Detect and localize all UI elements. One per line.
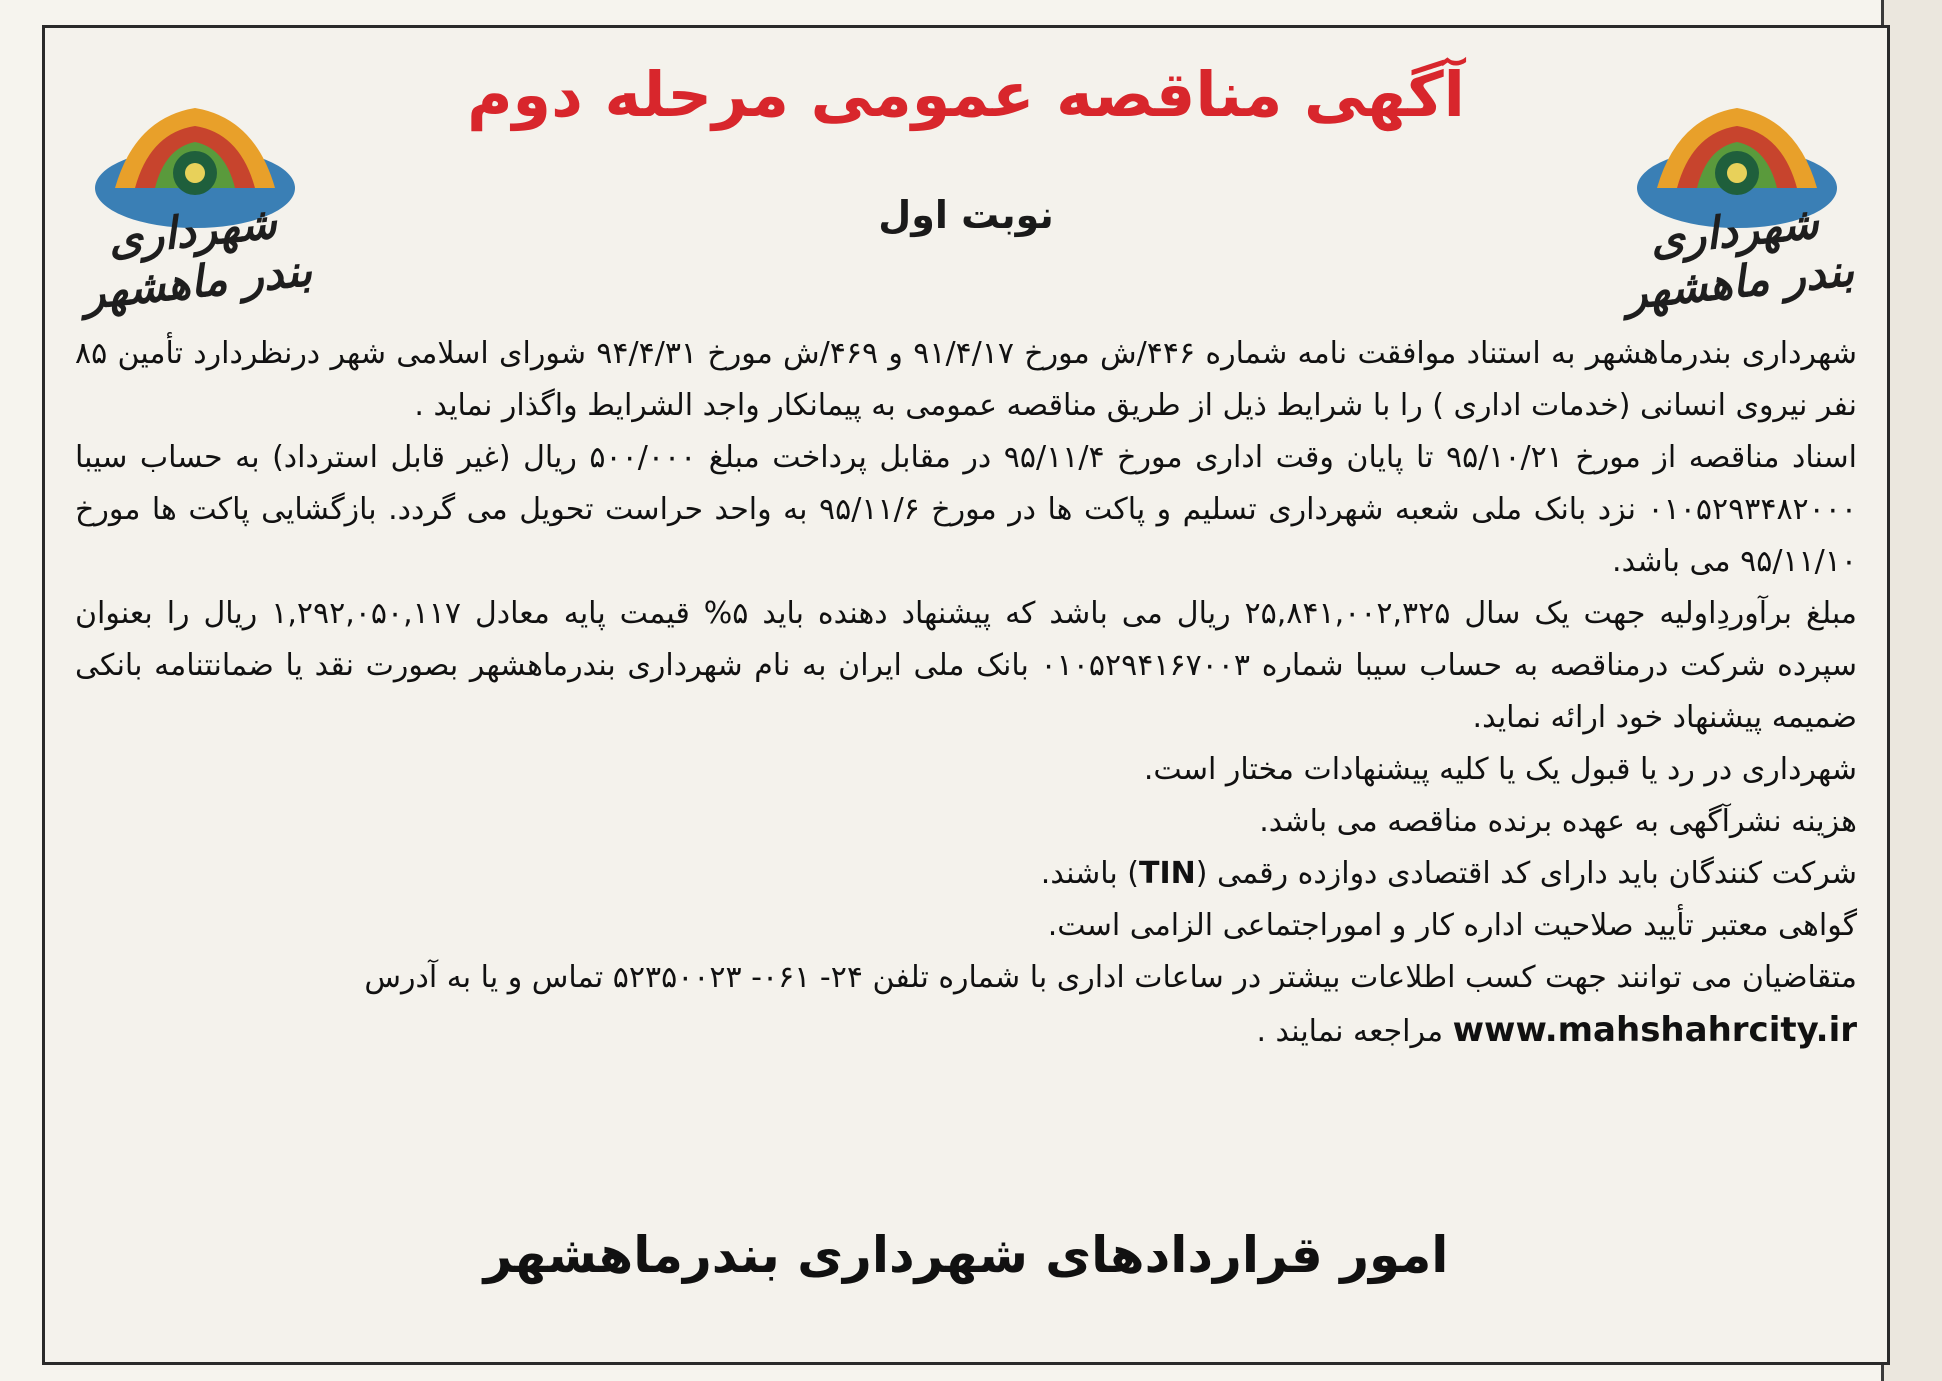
website-link[interactable]: www.mahshahrcity.ir: [1452, 1010, 1857, 1050]
paragraph-cost: هزینه نشرآگهی به عهده برنده مناقصه می باشد.: [1259, 804, 1857, 839]
notice-title: آگهی مناقصه عمومی مرحله دوم: [467, 58, 1465, 131]
adjacent-column-strip: [1881, 0, 1942, 1381]
contact-text: متقاضیان می توانند جهت کسب اطلاعات بیشتر در ساعات اداری با شماره تلفن ۲۴- ۰۶۱- ۵۲۳۵۰۰۲۳ تماس و یا به آدرس: [364, 960, 1857, 995]
notice-subtitle: نوبت اول: [878, 193, 1054, 237]
tin-code: TIN: [1138, 856, 1196, 891]
logo-caption: شهرداری بندر ماهشهر: [1623, 197, 1857, 320]
paragraph-documents: اسناد مناقصه از مورخ ۹۵/۱۰/۲۱ تا پایان وقت اداری مورخ ۹۵/۱۱/۴ در مقابل پرداخت مبلغ ۵۰۰/۰۰۰ ریال (غیر قابل استرداد) به حساب سیبا ۰۱۰۵۲۹۳۴۸۲۰۰۰ نزد بانک ملی شعبه شهرداری تسلیم و پاکت ها در مورخ ۹۵/۱۱/۶ به واحد حراست تحویل می گردد. بازگشایی پاکت ها مورخ ۹۵/۱۱/۱۰ می باشد.: [75, 440, 1858, 579]
paragraph-estimate: مبلغ برآوردِاولیه جهت یک سال ۲۵,۸۴۱,۰۰۲,۳۲۵ ریال می باشد که پیشنهاد دهنده باید ۵% قیمت پایه معادل ۱,۲۹۲,۰۵۰,۱۱۷ ریال را بعنوان سپرده شرکت درمناقصه به حساب سیبا شماره ۰۱۰۵۲۹۴۱۶۷۰۰۳ بانک ملی ایران به نام شهرداری بندرماهشهر بصورت نقد یا ضمانتنامه بانکی ضمیمه پیشنهاد خود ارائه نماید.: [75, 596, 1857, 735]
tender-notice-box: [42, 25, 1890, 1365]
paragraph-tin: [75, 848, 1857, 900]
logo-caption: شهرداری بندر ماهشهر: [81, 197, 315, 320]
paragraph-contact: [75, 952, 1857, 1058]
tin-text-after: ) باشند.: [1040, 856, 1139, 891]
paragraph-rights: شهرداری در رد یا قبول یک یا کلیه پیشنهادات مختار است.: [1143, 752, 1857, 787]
notice-body: [75, 328, 1857, 1058]
notice-footer: امور قراردادهای شهرداری بندرماهشهر: [483, 1226, 1449, 1284]
tin-text-before: شرکت کنندگان باید دارای کد اقتصادی دوازده رقمی (: [1195, 856, 1857, 891]
paragraph-certificate: گواهی معتبر تأیید صلاحیت اداره کار و اموراجتماعی الزامی است.: [1047, 908, 1857, 943]
contact-end-text: مراجعه نمایند .: [1256, 1014, 1453, 1049]
paragraph-intro: شهرداری بندرماهشهر به استناد موافقت نامه شماره ۴۴۶/ش مورخ ۹۱/۴/۱۷ و ۴۶۹/ش مورخ ۹۴/۴/۳۱ شورای اسلامی شهر درنظردارد تأمین ۸۵ نفر نیروی انسانی (خدمات اداری ) را با شرایط ذیل از طریق مناقصه عمومی به پیمانکار واجد الشرایط واگذار نماید .: [75, 336, 1858, 423]
